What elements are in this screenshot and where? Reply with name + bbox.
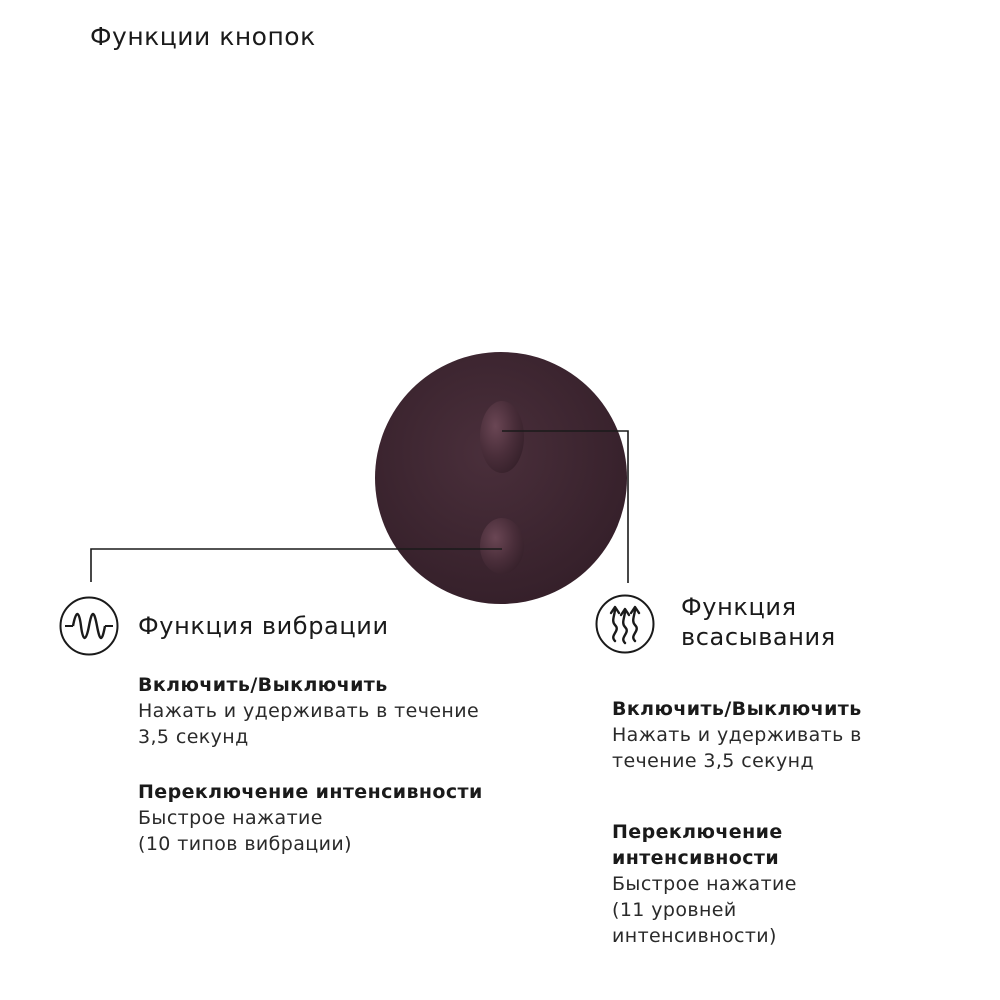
vibration-intensity-desc-1: Быстрое нажатие xyxy=(138,807,323,829)
suction-button[interactable] xyxy=(480,401,524,473)
vibration-onoff-desc-1: Нажать и удерживать в течение xyxy=(138,700,480,722)
vibration-intensity-block xyxy=(138,779,483,857)
suction-intensity-desc-2: (11 уровней xyxy=(612,899,737,921)
vibration-wave-icon xyxy=(58,595,120,657)
suction-title xyxy=(681,592,836,652)
vibration-button[interactable] xyxy=(480,518,524,574)
suction-onoff-head: Включить/Выключить xyxy=(612,698,862,720)
suction-airflow-icon xyxy=(594,593,656,655)
suction-intensity-desc-1: Быстрое нажатие xyxy=(612,873,797,895)
vibration-intensity-desc-2: (10 типов вибрации) xyxy=(138,833,352,855)
vibration-onoff-block xyxy=(138,672,479,750)
suction-onoff-desc-1: Нажать и удерживать в xyxy=(612,724,862,746)
suction-onoff-desc-2: течение 3,5 секунд xyxy=(612,750,815,772)
suction-intensity-head-1: Переключение xyxy=(612,821,783,843)
vibration-onoff-desc-2: 3,5 секунд xyxy=(138,726,249,748)
suction-intensity-head-2: интенсивности xyxy=(612,847,780,869)
suction-intensity-block xyxy=(612,819,797,949)
suction-title-line-1: Функция xyxy=(681,593,797,621)
vibration-onoff-head: Включить/Выключить xyxy=(138,674,388,696)
suction-onoff-block xyxy=(612,696,862,774)
suction-intensity-desc-3: интенсивности) xyxy=(612,925,777,947)
page-title: Функции кнопок xyxy=(90,22,316,51)
vibration-title: Функция вибрации xyxy=(138,612,389,640)
suction-title-line-2: всасывания xyxy=(681,623,836,651)
vibration-intensity-head: Переключение интенсивности xyxy=(138,781,483,803)
